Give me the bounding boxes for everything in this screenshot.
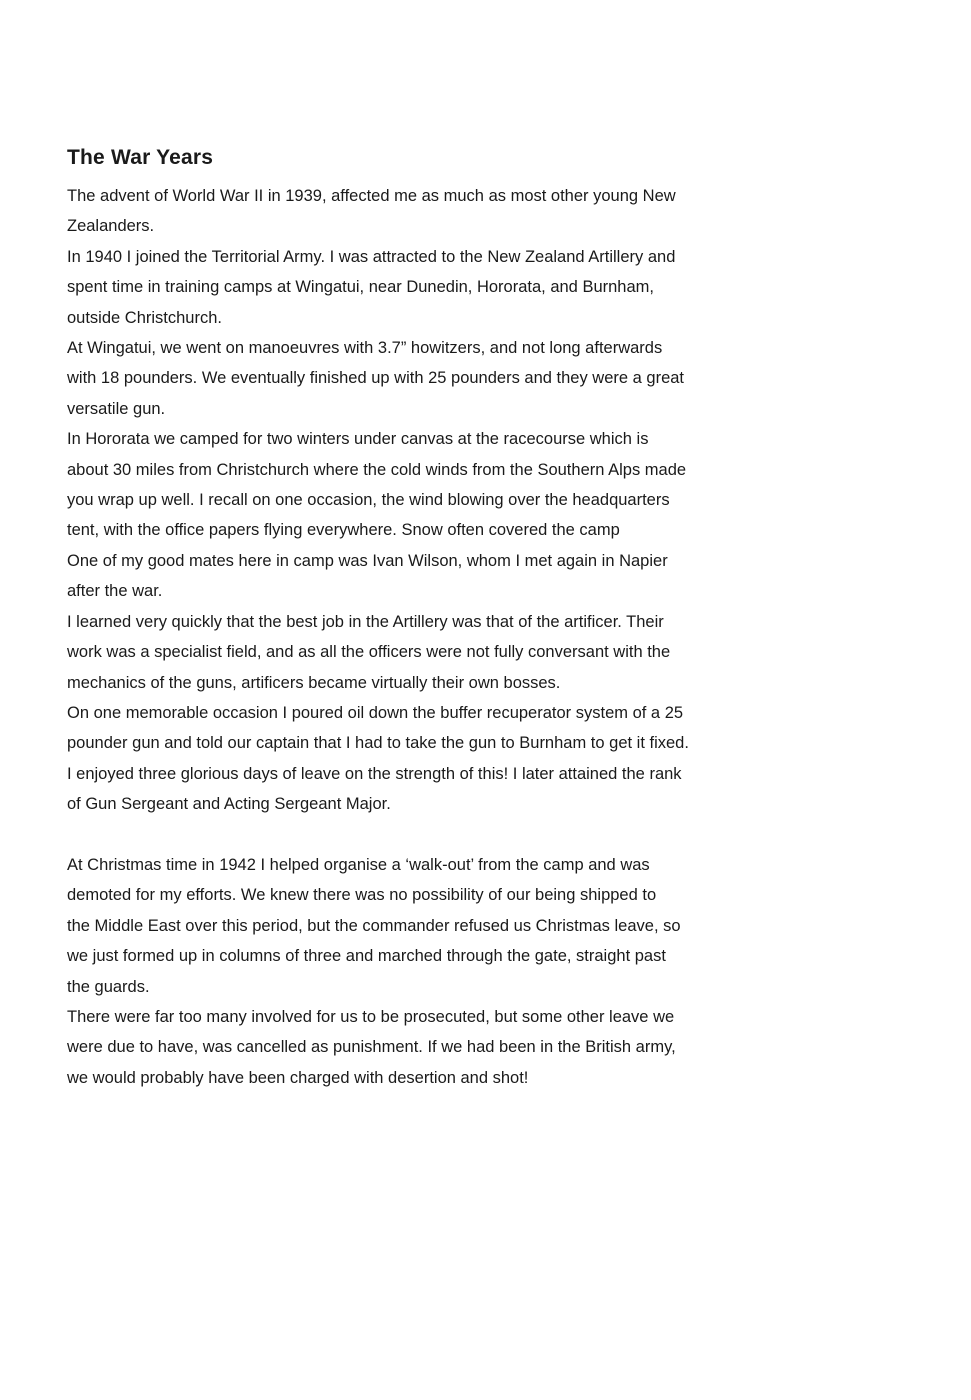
text-line: In Hororata we camped for two winters under canvas at the racecourse which is bbox=[67, 430, 649, 449]
text-line: At Christmas time in 1942 I helped organise a ‘walk-out’ from the camp and was bbox=[67, 855, 650, 874]
text-line: about 30 miles from Christchurch where the cold winds from the Southern Alps made bbox=[67, 460, 687, 479]
text-line: One of my good mates here in camp was Ivan Wilson, whom I met again in Napier bbox=[67, 551, 668, 570]
text-line: the guards. bbox=[67, 977, 150, 996]
text-line: the Middle East over this period, but the commander refused us Christmas leave, so bbox=[67, 916, 681, 935]
text-line: demoted for my efforts. We knew there was no possibility of our being shipped to bbox=[67, 886, 657, 905]
text-line: with 18 pounders. We eventually finished up with 25 pounders and they were a great bbox=[67, 369, 685, 388]
text-line: spent time in training camps at Wingatui, near Dunedin, Hororata, and Burnham, bbox=[67, 278, 654, 297]
text-line: In 1940 I joined the Territorial Army. I was attracted to the New Zealand Artillery and bbox=[67, 247, 676, 266]
text-line: I learned very quickly that the best job in the Artillery was that of the artificer. Their bbox=[67, 612, 664, 631]
text-line: of Gun Sergeant and Acting Sergeant Major. bbox=[67, 795, 391, 814]
text-line: The advent of World War II in 1939, affected me as much as most other young New bbox=[67, 187, 676, 205]
text-line: we just formed up in columns of three and marched through the gate, straight past bbox=[67, 947, 666, 966]
text-line: you wrap up well. I recall on one occasion, the wind blowing over the headquarters bbox=[67, 491, 670, 510]
text-line: pounder gun and told our captain that I had to take the gun to Burnham to get it fixed. bbox=[67, 734, 689, 753]
text-line: mechanics of the guns, artificers became virtually their own bosses. bbox=[67, 673, 561, 692]
text-line: work was a specialist field, and as all the officers were not fully conversant with the bbox=[67, 643, 671, 662]
text-line: On one memorable occasion I poured oil down the buffer recuperator system of a 25 bbox=[67, 703, 684, 722]
paragraph-gap bbox=[67, 820, 827, 850]
text-line: tent, with the office papers flying everywhere. Snow often covered the camp bbox=[67, 521, 620, 540]
text-line: versatile gun. bbox=[67, 399, 166, 418]
text-line: we would probably have been charged with desertion and shot! bbox=[67, 1068, 529, 1087]
text-line: There were far too many involved for us to be prosecuted, but some other leave we bbox=[67, 1007, 675, 1026]
text-line: after the war. bbox=[67, 582, 163, 601]
document-content bbox=[67, 143, 827, 1093]
page-title: The War Years bbox=[67, 146, 214, 169]
text-line: Zealanders. bbox=[67, 217, 155, 236]
text-line: outside Christchurch. bbox=[67, 308, 222, 327]
text-line: were due to have, was cancelled as punishment. If we had been in the British army, bbox=[67, 1038, 676, 1057]
body-text bbox=[67, 181, 827, 1093]
text-line: I enjoyed three glorious days of leave on the strength of this! I later attained the rank bbox=[67, 764, 682, 783]
text-line: At Wingatui, we went on manoeuvres with 3.7” howitzers, and not long afterwards bbox=[67, 339, 663, 358]
